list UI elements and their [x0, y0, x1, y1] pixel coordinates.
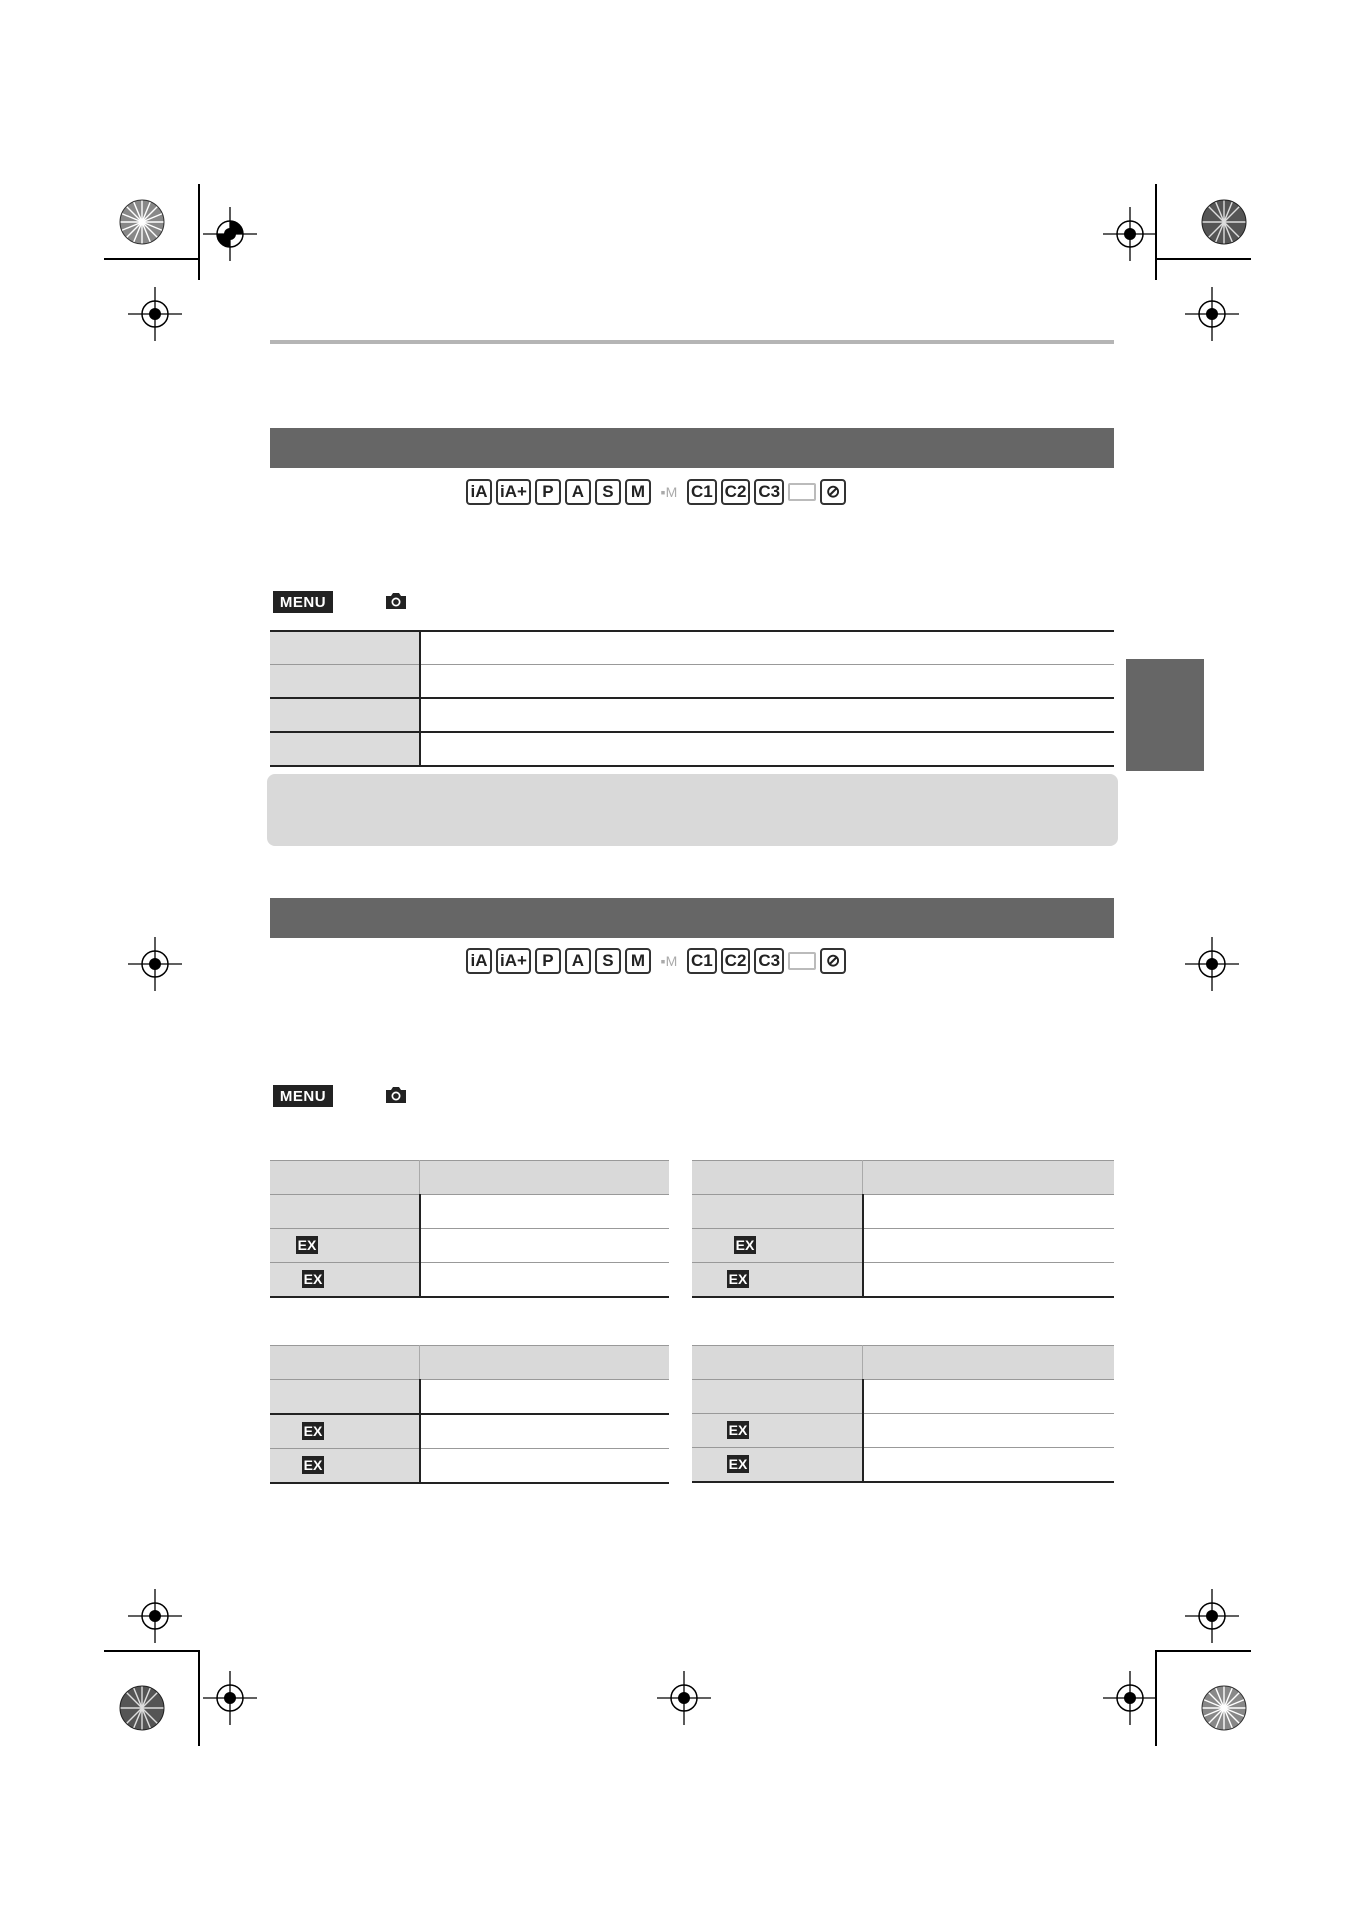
table-cell: [270, 1195, 420, 1229]
setting-description: [420, 732, 1114, 766]
table-row: [692, 1380, 1114, 1414]
table-row: [270, 631, 1114, 665]
table-row: [270, 1195, 669, 1229]
table-row: [270, 665, 1114, 699]
header-cell: [420, 1161, 670, 1195]
mode-panorama-icon: [788, 483, 816, 501]
menu-button-icon: MENU: [273, 1085, 333, 1107]
table-cell: [420, 1414, 670, 1449]
ex-zoom-icon: EX: [728, 1271, 748, 1287]
star-target-icon: [1201, 1685, 1247, 1731]
registration-target-icon: [128, 287, 182, 341]
mode-m-icon: M: [625, 948, 651, 974]
table-row: [270, 1449, 669, 1484]
table-cell: [420, 1449, 670, 1484]
setting-name: [270, 698, 420, 732]
star-target-icon: [119, 1685, 165, 1731]
table-header-row: [692, 1346, 1114, 1380]
crop-mark: [104, 258, 200, 260]
table-cell: [863, 1263, 1115, 1298]
section-title: [270, 907, 282, 929]
header-cell: [692, 1346, 863, 1380]
table-cell: [270, 1263, 420, 1298]
setting-name: [270, 665, 420, 699]
table-row: [692, 1448, 1114, 1483]
crop-mark: [198, 1650, 200, 1746]
table-row: [270, 698, 1114, 732]
star-target-icon: [1201, 199, 1247, 245]
mode-ia-icon: iA: [466, 479, 492, 505]
table-cell: [692, 1448, 863, 1483]
camera-icon: [384, 591, 408, 611]
table-cell: [692, 1229, 863, 1263]
header-cell: [692, 1161, 863, 1195]
menu-button-icon: MENU: [273, 591, 333, 613]
table-header-row: [692, 1161, 1114, 1195]
mode-a-icon: A: [565, 479, 591, 505]
table-cell: [863, 1448, 1115, 1483]
section-title-band: [270, 898, 1114, 938]
ex-zoom-icon: EX: [303, 1271, 323, 1287]
ex-zoom-icon: EX: [735, 1237, 755, 1253]
mode-panorama-icon: [788, 952, 816, 970]
mode-movie-m-icon: ▪M: [655, 948, 683, 974]
crop-mark: [198, 184, 200, 280]
ex-zoom-icon: EX: [297, 1237, 317, 1253]
registration-target-icon: [657, 1671, 711, 1725]
registration-target-icon: [128, 1589, 182, 1643]
section-title: [270, 437, 282, 459]
crop-mark: [104, 1650, 200, 1652]
header-cell: [420, 1346, 670, 1380]
mode-p-icon: P: [535, 948, 561, 974]
table-cell: [692, 1195, 863, 1229]
settings-table: [270, 630, 1114, 767]
table-cell: [270, 1380, 420, 1415]
table-cell: [863, 1229, 1115, 1263]
mode-c1-icon: C1: [687, 479, 717, 505]
header-cell: [270, 1346, 420, 1380]
size-table-bottom-right: [692, 1345, 1114, 1483]
header-rule: [270, 340, 1114, 344]
table-row: [692, 1414, 1114, 1448]
mode-ia-icon: iA: [466, 948, 492, 974]
table-cell: [863, 1195, 1115, 1229]
header-cell: [863, 1346, 1115, 1380]
applicable-modes: [466, 947, 846, 975]
size-table-top-right: [692, 1160, 1114, 1298]
ex-zoom-icon: EX: [303, 1423, 323, 1439]
registration-target-icon: [1103, 207, 1157, 261]
note-box: [267, 774, 1118, 846]
table-row: [692, 1229, 1114, 1263]
table-cell: [863, 1414, 1115, 1448]
size-table-top-left: [270, 1160, 669, 1298]
chapter-tab: [1126, 659, 1204, 771]
mode-s-icon: S: [595, 479, 621, 505]
mode-m-icon: M: [625, 479, 651, 505]
table-cell: [692, 1414, 863, 1448]
mode-creative-control-icon: ⊘: [820, 479, 846, 505]
table-header-row: [270, 1346, 669, 1380]
size-table-bottom-left: [270, 1345, 669, 1484]
registration-target-icon: [1185, 287, 1239, 341]
crop-mark: [1155, 258, 1251, 260]
header-cell: [863, 1161, 1115, 1195]
table-cell: [270, 1449, 420, 1484]
setting-description: [420, 698, 1114, 732]
applicable-modes: [466, 478, 846, 506]
registration-target-icon: [1103, 1671, 1157, 1725]
mode-movie-m-icon: ▪M: [655, 479, 683, 505]
section-title-band: [270, 428, 1114, 468]
mode-p-icon: P: [535, 479, 561, 505]
mode-s-icon: S: [595, 948, 621, 974]
mode-a-icon: A: [565, 948, 591, 974]
ex-zoom-icon: EX: [728, 1456, 748, 1472]
setting-description: [420, 665, 1114, 699]
table-row: [692, 1263, 1114, 1298]
table-row: [692, 1195, 1114, 1229]
mode-c2-icon: C2: [721, 948, 751, 974]
mode-c3-icon: C3: [754, 479, 784, 505]
mode-c1-icon: C1: [687, 948, 717, 974]
mode-ia-plus-icon: iA+: [496, 479, 531, 505]
registration-target-icon: [128, 937, 182, 991]
table-cell: [270, 1414, 420, 1449]
table-cell: [692, 1263, 863, 1298]
table-row: [270, 732, 1114, 766]
table-row: [270, 1263, 669, 1298]
table-row: [270, 1380, 669, 1415]
table-cell: [420, 1263, 670, 1298]
table-row: [270, 1414, 669, 1449]
table-cell: [420, 1380, 670, 1415]
crop-mark: [1155, 1650, 1251, 1652]
header-cell: [270, 1161, 420, 1195]
registration-target-icon: [1185, 1589, 1239, 1643]
table-cell: [420, 1229, 670, 1263]
table-header-row: [270, 1161, 669, 1195]
ex-zoom-icon: EX: [728, 1422, 748, 1438]
table-cell: [692, 1380, 863, 1414]
registration-target-icon: [203, 207, 257, 261]
mode-c2-icon: C2: [721, 479, 751, 505]
registration-target-icon: [203, 1671, 257, 1725]
table-cell: [270, 1229, 420, 1263]
ex-zoom-icon: EX: [303, 1457, 323, 1473]
table-cell: [420, 1195, 670, 1229]
setting-name: [270, 631, 420, 665]
setting-name: [270, 732, 420, 766]
camera-icon: [384, 1085, 408, 1105]
mode-c3-icon: C3: [754, 948, 784, 974]
setting-description: [420, 631, 1114, 665]
star-target-icon: [119, 199, 165, 245]
mode-ia-plus-icon: iA+: [496, 948, 531, 974]
table-row: [270, 1229, 669, 1263]
registration-target-icon: [1185, 937, 1239, 991]
mode-creative-control-icon: ⊘: [820, 948, 846, 974]
table-cell: [863, 1380, 1115, 1414]
